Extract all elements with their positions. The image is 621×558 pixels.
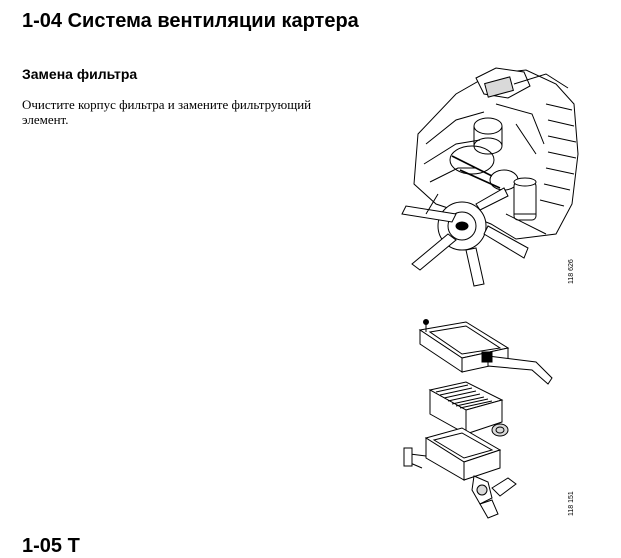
engine-illustration [396, 64, 586, 290]
filter-illustration [396, 318, 582, 524]
figure-code-engine: 118 626 [568, 259, 575, 284]
instruction-text: Очистите корпус фильтра и замените фильтрующий элемент. [22, 97, 312, 127]
next-section-title: 1-05 Т [22, 535, 80, 557]
figure-code-filter: 118 151 [568, 491, 575, 516]
section-title: 1-04 Система вентиляции картера [22, 10, 359, 32]
subsection-title: Замена фильтра [22, 66, 138, 82]
